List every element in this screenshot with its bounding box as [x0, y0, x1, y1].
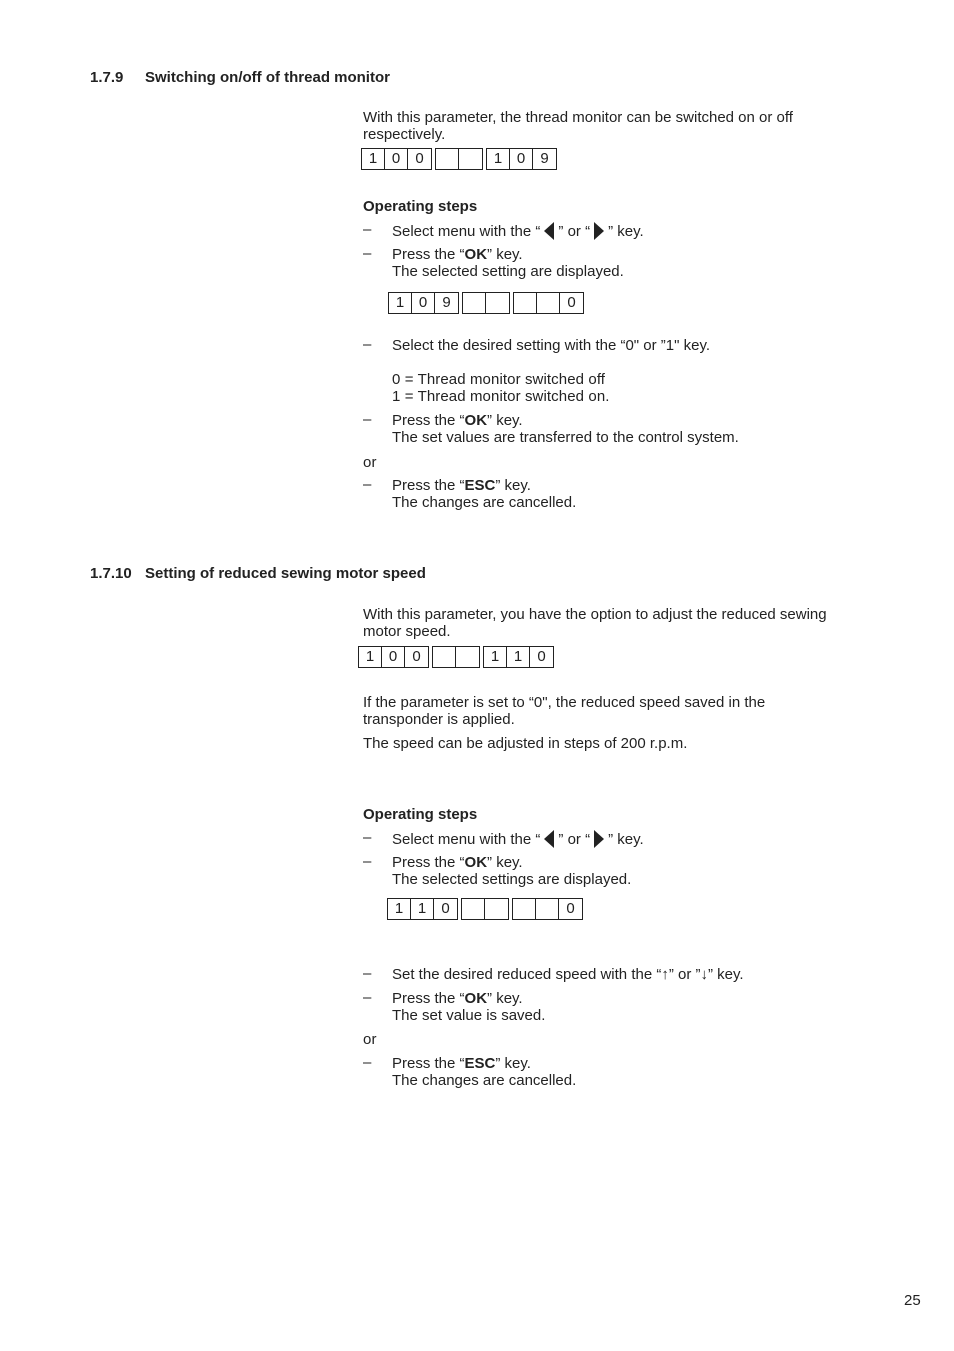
display-digit: [486, 293, 509, 313]
info-paragraph: If the parameter is set to “0", the reduced speed saved in the transponder is applied.: [363, 694, 766, 728]
section-heading-1-7-9: [90, 69, 390, 86]
parameter-display: [388, 292, 587, 314]
display-digit: 1: [487, 149, 510, 169]
esc-key-label: ESC: [464, 477, 496, 494]
display-digit: 1: [388, 899, 411, 919]
operating-steps-heading: Operating steps: [363, 198, 478, 215]
display-group: [387, 898, 458, 920]
display-digit: [514, 293, 537, 313]
intro-line: respectively.: [363, 126, 446, 143]
intro-paragraph: [363, 109, 923, 143]
section-number: 1.7.9: [90, 69, 124, 86]
section-title: Setting of reduced sewing motor speed: [145, 565, 426, 582]
display-group: [512, 898, 583, 920]
intro-paragraph: [363, 606, 923, 640]
arrow-up-icon: ↑: [661, 966, 669, 983]
display-digit: [513, 899, 536, 919]
ok-key-label: OK: [464, 412, 488, 429]
display-digit: [462, 899, 485, 919]
display-digit: 0: [537, 648, 546, 665]
display-digit: [537, 293, 560, 313]
parameter-display: [361, 148, 560, 170]
display-digit: 1: [359, 647, 382, 667]
parameter-display: [358, 646, 557, 668]
arrow-left-icon: [544, 830, 554, 848]
display-digit: 0: [412, 648, 421, 665]
display-digit: [436, 149, 459, 169]
display-digit: 1: [362, 149, 385, 169]
arrow-down-icon: ↓: [700, 966, 709, 983]
arrow-right-icon: [594, 830, 604, 848]
display-digit: [536, 899, 559, 919]
display-group: [486, 148, 557, 170]
display-digit: 0: [385, 149, 408, 169]
display-digit: 0: [412, 293, 435, 313]
dash: –: [363, 411, 372, 428]
or-separator: or: [363, 1031, 377, 1048]
display-digit: [463, 293, 486, 313]
intro-line: With this parameter, you have the option to adjust the reduced sewing: [363, 606, 827, 623]
display-digit: 1: [411, 899, 434, 919]
option-on: 1 = Thread monitor switched on.: [392, 388, 610, 405]
operating-steps-heading: Operating steps: [363, 806, 478, 823]
ok-key-label: OK: [464, 990, 488, 1007]
display-digit: 1: [484, 647, 507, 667]
dash: –: [363, 965, 372, 982]
display-group: [361, 148, 432, 170]
page-number: 25: [904, 1292, 921, 1309]
display-group: [462, 292, 510, 314]
dash: –: [363, 221, 372, 238]
section-number: 1.7.10: [90, 565, 132, 582]
arrow-right-icon: [594, 222, 604, 240]
display-group: [461, 898, 509, 920]
display-digit: 9: [442, 294, 451, 311]
display-digit: 1: [389, 293, 412, 313]
dash: –: [363, 336, 372, 353]
display-digit: 0: [567, 294, 576, 311]
option-off: 0 = Thread monitor switched off: [392, 371, 606, 388]
display-digit: 0: [382, 647, 405, 667]
dash: –: [363, 476, 372, 493]
display-digit: 0: [441, 900, 450, 917]
display-group: [435, 148, 483, 170]
display-digit: [433, 647, 456, 667]
display-digit: 9: [540, 150, 549, 167]
display-digit: 0: [510, 149, 533, 169]
arrow-left-icon: [544, 222, 554, 240]
esc-key-label: ESC: [464, 1055, 496, 1072]
display-digit: 1: [507, 647, 530, 667]
display-digit: 0: [415, 150, 424, 167]
section-title: Switching on/off of thread monitor: [145, 69, 390, 86]
intro-line: With this parameter, the thread monitor can be switched on or off: [363, 109, 793, 126]
ok-key-label: OK: [464, 854, 488, 871]
display-digit: 0: [566, 900, 575, 917]
dash: –: [363, 989, 372, 1006]
ok-key-label: OK: [464, 246, 488, 263]
display-group: [432, 646, 480, 668]
display-group: [483, 646, 554, 668]
or-separator: or: [363, 454, 377, 471]
dash: –: [363, 829, 372, 846]
parameter-display: [387, 898, 586, 920]
dash: –: [363, 853, 372, 870]
options-list: [392, 371, 610, 405]
dash: –: [363, 1054, 372, 1071]
info-paragraph: The speed can be adjusted in steps of 200 r.p.m.: [363, 735, 688, 752]
display-digit: [456, 647, 479, 667]
display-digit: [459, 149, 482, 169]
intro-line: motor speed.: [363, 623, 451, 640]
display-digit: [485, 899, 508, 919]
display-group: [358, 646, 429, 668]
display-group: [513, 292, 584, 314]
display-group: [388, 292, 459, 314]
section-heading-1-7-10: [90, 565, 426, 582]
dash: –: [363, 245, 372, 262]
